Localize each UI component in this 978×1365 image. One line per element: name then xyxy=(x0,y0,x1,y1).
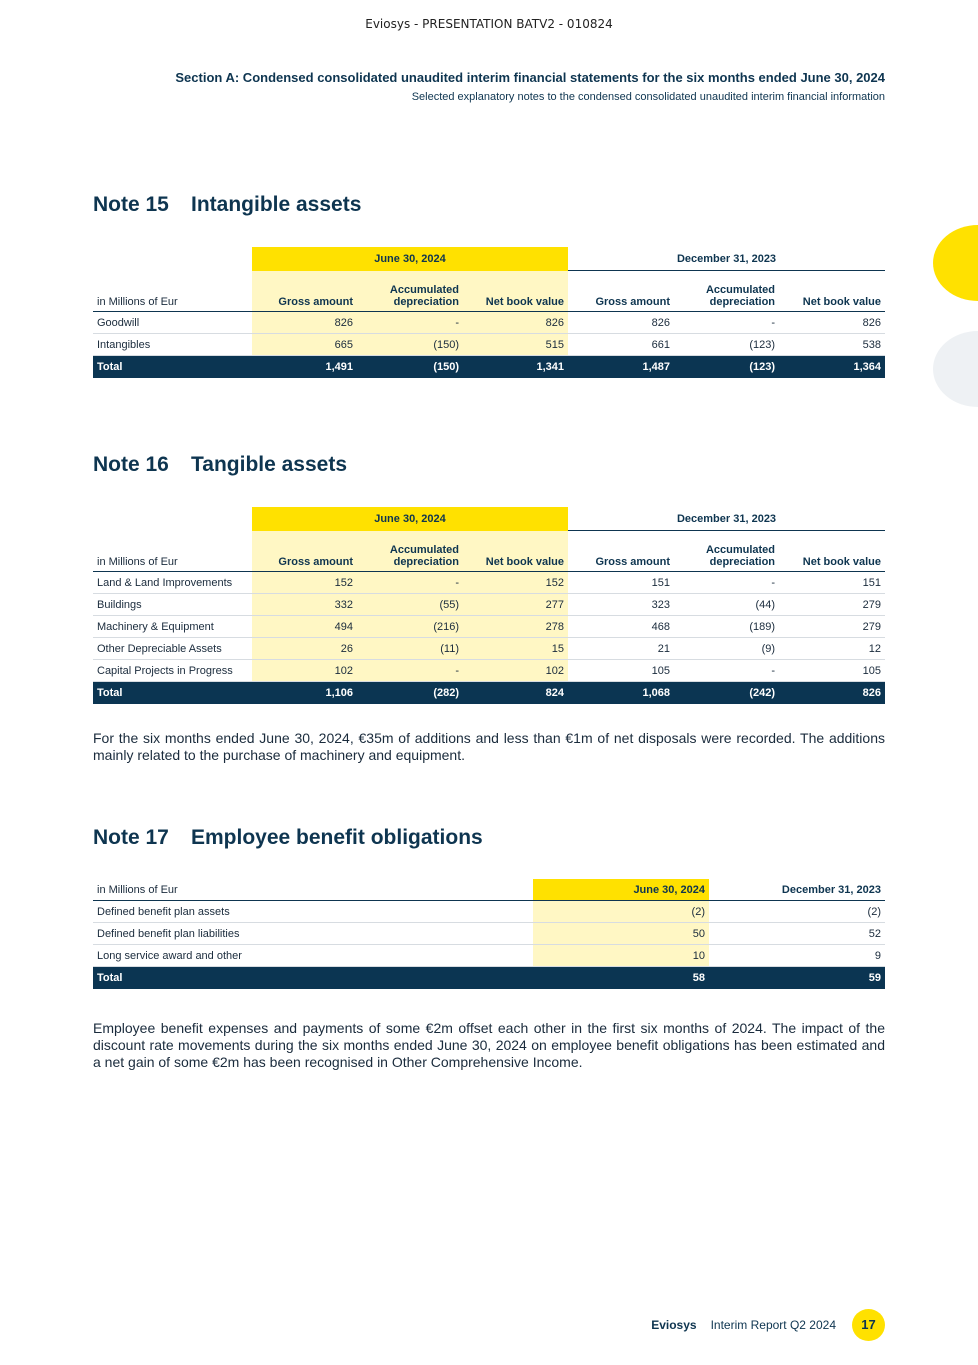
watermark: Eviosys - PRESENTATION BATV2 - 010824 xyxy=(365,17,613,31)
note15-title: Intangible assets xyxy=(191,193,362,216)
note16-table xyxy=(93,507,885,704)
note15-group-prior: December 31, 2023 xyxy=(568,247,885,271)
note17-unit-label: in Millions of Eur xyxy=(93,879,533,901)
footer xyxy=(651,1318,836,1332)
note15-col-net: Net book value xyxy=(463,271,568,312)
footer-brand: Eviosys xyxy=(651,1318,697,1332)
note16-col-accum-prior: Accumulated depreciation xyxy=(674,531,779,572)
section-title: Section A: Condensed consolidated unaudited interim financial statements for the six months ended June 30, 2024 xyxy=(175,70,885,85)
decorative-grey-circle xyxy=(933,331,978,407)
note17-col-current: June 30, 2024 xyxy=(533,879,709,901)
total-row: Total 1,491 (150) 1,341 1,487 (123) 1,364 xyxy=(93,356,885,379)
total-row: Total 58 59 xyxy=(93,967,885,990)
page-number: 17 xyxy=(852,1309,885,1341)
table-row: Goodwill 826 - 826 826 - 826 xyxy=(93,312,885,334)
total-row: Total 1,106 (282) 824 1,068 (242) 826 xyxy=(93,682,885,705)
note16-col-gross: Gross amount xyxy=(252,531,357,572)
note16-paragraph: For the six months ended June 30, 2024, €35m of additions and less than €1m of net disposals were recorded. The additions mainly related to the purchase of machinery and equipment. xyxy=(93,730,885,763)
note17-number: Note 17 xyxy=(93,826,169,849)
note16-title: Tangible assets xyxy=(191,453,348,476)
table-row: Intangibles 665 (150) 515 661 (123) 538 xyxy=(93,334,885,356)
note16-number: Note 16 xyxy=(93,453,169,476)
note15-heading xyxy=(93,193,361,217)
table-row: Defined benefit plan liabilities 50 52 xyxy=(93,923,885,945)
table-row: Other Depreciable Assets 26 (11) 15 21 (9) 12 xyxy=(93,638,885,660)
note15-col-gross-prior: Gross amount xyxy=(568,271,674,312)
section-subtitle: Selected explanatory notes to the condensed consolidated unaudited interim financial information xyxy=(411,91,885,103)
note16-col-gross-prior: Gross amount xyxy=(568,531,674,572)
note15-group-current: June 30, 2024 xyxy=(252,247,568,271)
note17-col-prior: December 31, 2023 xyxy=(709,879,885,901)
note16-col-net: Net book value xyxy=(463,531,568,572)
note15-col-accum: Accumulated depreciation xyxy=(357,271,463,312)
note17-heading xyxy=(93,826,483,850)
table-row: Land & Land Improvements 152 - 152 151 - 151 xyxy=(93,572,885,594)
table-row: Buildings 332 (55) 277 323 (44) 279 xyxy=(93,594,885,616)
note16-unit-label: in Millions of Eur xyxy=(93,531,252,572)
note16-group-prior: December 31, 2023 xyxy=(568,507,885,531)
note15-col-accum-prior: Accumulated depreciation xyxy=(674,271,779,312)
footer-report: Interim Report Q2 2024 xyxy=(710,1318,836,1332)
note15-table xyxy=(93,247,885,378)
note17-paragraph: Employee benefit expenses and payments of some €2m offset each other in the first six months of 2024. The impact of the discount rate movements during the six months ended June 30, 2024 on employee benefit obligations has been estimated and a net gain of some €2m has been recognised in Other Comprehensive Income. xyxy=(93,1020,885,1070)
note15-unit-label: in Millions of Eur xyxy=(93,271,252,312)
note17-table xyxy=(93,879,885,989)
note15-col-gross: Gross amount xyxy=(252,271,357,312)
note15-col-net-prior: Net book value xyxy=(779,271,885,312)
note16-col-net-prior: Net book value xyxy=(779,531,885,572)
table-row: Machinery & Equipment 494 (216) 278 468 (189) 279 xyxy=(93,616,885,638)
table-row: Long service award and other 10 9 xyxy=(93,945,885,967)
note16-heading xyxy=(93,453,347,477)
decorative-yellow-circle xyxy=(933,225,978,301)
table-row: Capital Projects in Progress 102 - 102 105 - 105 xyxy=(93,660,885,682)
note17-title: Employee benefit obligations xyxy=(191,826,483,849)
note16-col-accum: Accumulated depreciation xyxy=(357,531,463,572)
note16-group-current: June 30, 2024 xyxy=(252,507,568,531)
table-row: Defined benefit plan assets (2) (2) xyxy=(93,901,885,923)
note15-number: Note 15 xyxy=(93,193,169,216)
